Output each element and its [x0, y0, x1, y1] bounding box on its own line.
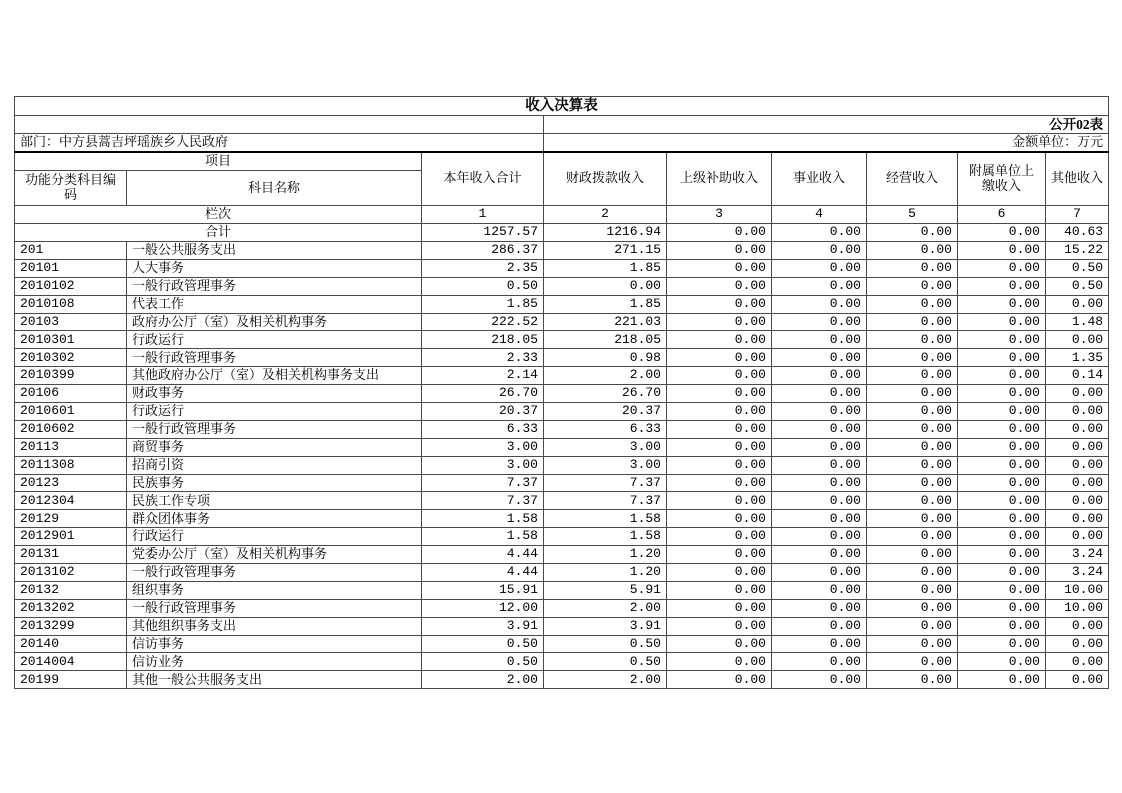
header-total-income: 本年收入合计	[422, 152, 544, 206]
column-index-6: 6	[958, 206, 1046, 224]
row-value-cell: 20.37	[544, 403, 667, 421]
row-value-cell: 0.00	[772, 331, 867, 349]
row-code-cell: 20140	[15, 635, 127, 653]
row-value-cell: 0.00	[667, 349, 772, 367]
row-value-cell: 0.00	[772, 599, 867, 617]
row-value-cell: 2.14	[422, 367, 544, 385]
row-value-cell: 0.00	[772, 242, 867, 260]
row-name-cell: 党委办公厅（室）及相关机构事务	[127, 546, 422, 564]
row-value-cell: 0.00	[772, 456, 867, 474]
row-code-cell: 20129	[15, 510, 127, 528]
row-value-cell: 0.00	[958, 617, 1046, 635]
row-name-cell: 一般行政管理事务	[127, 277, 422, 295]
table-row	[15, 331, 1109, 349]
row-value-cell: 0.00	[667, 367, 772, 385]
row-code-cell: 20199	[15, 671, 127, 689]
row-value-cell: 0.00	[1046, 635, 1109, 653]
row-value-cell: 0.00	[867, 671, 958, 689]
row-code-cell: 2010108	[15, 295, 127, 313]
row-value-cell: 0.00	[772, 403, 867, 421]
row-value-cell: 0.00	[867, 528, 958, 546]
row-value-cell: 0.00	[958, 492, 1046, 510]
row-value-cell: 0.00	[867, 581, 958, 599]
row-value-cell: 20.37	[422, 403, 544, 421]
row-code-cell: 2010399	[15, 367, 127, 385]
row-value-cell: 1.20	[544, 564, 667, 582]
row-value-cell: 0.00	[667, 564, 772, 582]
row-name-cell: 政府办公厅（室）及相关机构事务	[127, 313, 422, 331]
row-value-cell: 0.00	[1046, 331, 1109, 349]
row-value-cell: 0.00	[1046, 510, 1109, 528]
row-value-cell: 5.91	[544, 581, 667, 599]
header-other-income: 其他收入	[1046, 152, 1109, 206]
income-final-accounts-table	[14, 96, 1109, 689]
row-value-cell: 0.00	[667, 599, 772, 617]
row-value-cell: 4.44	[422, 546, 544, 564]
row-value-cell: 0.00	[667, 420, 772, 438]
header-superior-subsidy: 上级补助收入	[667, 152, 772, 206]
grand-total-value: 40.63	[1046, 224, 1109, 242]
row-name-cell: 商贸事务	[127, 438, 422, 456]
column-index-label: 栏次	[15, 206, 422, 224]
row-value-cell: 3.00	[422, 438, 544, 456]
row-value-cell: 0.00	[667, 277, 772, 295]
row-value-cell: 0.00	[867, 331, 958, 349]
row-value-cell: 0.00	[772, 277, 867, 295]
column-index-2: 2	[544, 206, 667, 224]
row-name-cell: 一般公共服务支出	[127, 242, 422, 260]
row-value-cell: 0.00	[958, 456, 1046, 474]
row-value-cell: 0.50	[422, 635, 544, 653]
grand-total-label: 合计	[15, 224, 422, 242]
row-code-cell: 2010301	[15, 331, 127, 349]
row-value-cell: 1.85	[544, 259, 667, 277]
row-value-cell: 1.48	[1046, 313, 1109, 331]
row-value-cell: 0.00	[772, 438, 867, 456]
row-value-cell: 0.00	[1046, 492, 1109, 510]
row-value-cell: 0.50	[1046, 259, 1109, 277]
row-value-cell: 3.00	[422, 456, 544, 474]
table-row	[15, 474, 1109, 492]
row-value-cell: 0.00	[667, 492, 772, 510]
row-value-cell: 0.00	[1046, 617, 1109, 635]
table-row	[15, 385, 1109, 403]
row-value-cell: 26.70	[544, 385, 667, 403]
department-label: 部门：中方县蒿吉坪瑶族乡人民政府	[15, 134, 544, 152]
table-code-row	[15, 116, 1109, 134]
row-code-cell: 20103	[15, 313, 127, 331]
row-name-cell: 行政运行	[127, 403, 422, 421]
unit-label: 金额单位：万元	[544, 134, 1109, 152]
row-value-cell: 0.00	[667, 403, 772, 421]
row-value-cell: 3.91	[544, 617, 667, 635]
row-value-cell: 3.00	[544, 456, 667, 474]
row-code-cell: 2010601	[15, 403, 127, 421]
grand-total-value: 1257.57	[422, 224, 544, 242]
budget-sheet	[14, 96, 1108, 689]
row-value-cell: 0.00	[958, 420, 1046, 438]
row-code-cell: 20132	[15, 581, 127, 599]
row-value-cell: 0.00	[958, 313, 1046, 331]
table-row	[15, 367, 1109, 385]
row-value-cell: 2.35	[422, 259, 544, 277]
row-value-cell: 0.00	[667, 510, 772, 528]
row-code-cell: 2013299	[15, 617, 127, 635]
table-row	[15, 349, 1109, 367]
row-code-cell: 2014004	[15, 653, 127, 671]
table-row	[15, 420, 1109, 438]
row-value-cell: 1.58	[544, 528, 667, 546]
row-value-cell: 0.00	[667, 438, 772, 456]
row-value-cell: 3.24	[1046, 546, 1109, 564]
row-code-cell: 2010302	[15, 349, 127, 367]
header-subordinate-remittance: 附属单位上缴收入	[958, 152, 1046, 206]
row-value-cell: 0.00	[667, 528, 772, 546]
row-value-cell: 7.37	[544, 492, 667, 510]
row-value-cell: 0.00	[667, 635, 772, 653]
row-value-cell: 0.00	[867, 385, 958, 403]
row-value-cell: 0.00	[667, 456, 772, 474]
row-code-cell: 2012304	[15, 492, 127, 510]
row-value-cell: 218.05	[422, 331, 544, 349]
row-value-cell: 0.98	[544, 349, 667, 367]
row-value-cell: 0.00	[1046, 403, 1109, 421]
row-value-cell: 6.33	[422, 420, 544, 438]
row-value-cell: 0.00	[772, 259, 867, 277]
row-value-cell: 0.00	[958, 510, 1046, 528]
table-body	[15, 242, 1109, 689]
row-value-cell: 0.00	[667, 385, 772, 403]
row-value-cell: 0.00	[958, 438, 1046, 456]
row-name-cell: 信访事务	[127, 635, 422, 653]
row-code-cell: 2011308	[15, 456, 127, 474]
row-code-cell: 2012901	[15, 528, 127, 546]
row-code-cell: 2013202	[15, 599, 127, 617]
row-value-cell: 6.33	[544, 420, 667, 438]
row-value-cell: 0.00	[667, 242, 772, 260]
department-row	[15, 134, 1109, 152]
row-value-cell: 0.00	[772, 528, 867, 546]
row-value-cell: 0.50	[422, 653, 544, 671]
row-code-cell: 2010102	[15, 277, 127, 295]
row-value-cell: 3.00	[544, 438, 667, 456]
row-value-cell: 0.00	[867, 438, 958, 456]
row-value-cell: 0.00	[772, 295, 867, 313]
row-name-cell: 信访业务	[127, 653, 422, 671]
row-value-cell: 0.00	[958, 581, 1046, 599]
row-value-cell: 2.00	[544, 367, 667, 385]
row-value-cell: 0.00	[667, 581, 772, 599]
row-value-cell: 0.00	[867, 295, 958, 313]
table-row	[15, 510, 1109, 528]
row-value-cell: 0.00	[772, 385, 867, 403]
row-value-cell: 0.00	[867, 564, 958, 582]
row-value-cell: 1.85	[422, 295, 544, 313]
row-value-cell: 0.00	[772, 510, 867, 528]
row-value-cell: 26.70	[422, 385, 544, 403]
row-value-cell: 0.00	[772, 653, 867, 671]
row-code-cell: 20123	[15, 474, 127, 492]
row-value-cell: 0.00	[867, 492, 958, 510]
row-value-cell: 0.00	[772, 492, 867, 510]
row-value-cell: 0.00	[867, 546, 958, 564]
row-name-cell: 代表工作	[127, 295, 422, 313]
row-value-cell: 0.00	[867, 456, 958, 474]
row-value-cell: 0.00	[667, 653, 772, 671]
row-value-cell: 0.00	[1046, 438, 1109, 456]
row-value-cell: 0.00	[958, 564, 1046, 582]
row-value-cell: 0.00	[958, 635, 1046, 653]
row-value-cell: 0.00	[667, 331, 772, 349]
row-value-cell: 15.22	[1046, 242, 1109, 260]
table-row	[15, 242, 1109, 260]
table-row	[15, 546, 1109, 564]
row-value-cell: 0.00	[667, 546, 772, 564]
table-row	[15, 456, 1109, 474]
page-title: 收入决算表	[15, 97, 1109, 116]
row-name-cell: 其他政府办公厅（室）及相关机构事务支出	[127, 367, 422, 385]
table-row	[15, 403, 1109, 421]
row-value-cell: 0.00	[958, 349, 1046, 367]
row-value-cell: 0.00	[958, 295, 1046, 313]
row-value-cell: 0.00	[958, 671, 1046, 689]
row-value-cell: 0.00	[867, 599, 958, 617]
row-name-cell: 一般行政管理事务	[127, 599, 422, 617]
row-value-cell: 0.00	[772, 367, 867, 385]
header-fiscal-appropriation: 财政拨款收入	[544, 152, 667, 206]
row-value-cell: 2.00	[422, 671, 544, 689]
table-row	[15, 635, 1109, 653]
column-index-3: 3	[667, 206, 772, 224]
header-business-income: 事业收入	[772, 152, 867, 206]
row-value-cell: 10.00	[1046, 599, 1109, 617]
row-value-cell: 0.00	[667, 671, 772, 689]
row-value-cell: 0.00	[958, 528, 1046, 546]
row-value-cell: 0.00	[772, 474, 867, 492]
row-code-cell: 2010602	[15, 420, 127, 438]
table-row	[15, 564, 1109, 582]
grand-total-value: 0.00	[667, 224, 772, 242]
row-value-cell: 0.00	[958, 653, 1046, 671]
row-value-cell: 1.35	[1046, 349, 1109, 367]
row-value-cell: 0.00	[867, 242, 958, 260]
row-value-cell: 0.00	[772, 546, 867, 564]
table-row	[15, 581, 1109, 599]
row-value-cell: 218.05	[544, 331, 667, 349]
row-value-cell: 0.50	[544, 635, 667, 653]
row-value-cell: 1.85	[544, 295, 667, 313]
row-value-cell: 0.00	[544, 277, 667, 295]
column-index-7: 7	[1046, 206, 1109, 224]
row-code-cell: 20101	[15, 259, 127, 277]
header-subject-code: 功能分类科目编码	[15, 171, 127, 206]
row-name-cell: 民族事务	[127, 474, 422, 492]
row-value-cell: 1.58	[422, 528, 544, 546]
row-value-cell: 0.00	[867, 313, 958, 331]
table-code-spacer	[15, 116, 544, 134]
row-value-cell: 0.00	[867, 474, 958, 492]
row-value-cell: 12.00	[422, 599, 544, 617]
grand-total-value: 0.00	[867, 224, 958, 242]
row-value-cell: 0.00	[958, 367, 1046, 385]
row-value-cell: 0.50	[1046, 277, 1109, 295]
row-value-cell: 0.00	[958, 277, 1046, 295]
header-subject-name: 科目名称	[127, 171, 422, 206]
row-value-cell: 15.91	[422, 581, 544, 599]
row-name-cell: 人大事务	[127, 259, 422, 277]
table-row	[15, 653, 1109, 671]
row-value-cell: 2.00	[544, 599, 667, 617]
row-value-cell: 2.00	[544, 671, 667, 689]
row-value-cell: 0.00	[958, 599, 1046, 617]
row-value-cell: 0.00	[1046, 653, 1109, 671]
row-name-cell: 一般行政管理事务	[127, 349, 422, 367]
row-value-cell: 3.24	[1046, 564, 1109, 582]
row-name-cell: 其他组织事务支出	[127, 617, 422, 635]
column-index-row	[15, 206, 1109, 224]
row-value-cell: 0.00	[958, 385, 1046, 403]
table-row	[15, 617, 1109, 635]
grand-total-row	[15, 224, 1109, 242]
table-row	[15, 492, 1109, 510]
row-value-cell: 0.00	[1046, 420, 1109, 438]
row-value-cell: 0.00	[867, 403, 958, 421]
table-row	[15, 313, 1109, 331]
row-value-cell: 0.00	[1046, 456, 1109, 474]
row-value-cell: 222.52	[422, 313, 544, 331]
row-value-cell: 0.00	[772, 581, 867, 599]
row-value-cell: 3.91	[422, 617, 544, 635]
row-value-cell: 286.37	[422, 242, 544, 260]
row-name-cell: 招商引资	[127, 456, 422, 474]
row-value-cell: 0.00	[772, 349, 867, 367]
table-row	[15, 599, 1109, 617]
row-value-cell: 0.00	[1046, 295, 1109, 313]
table-row	[15, 277, 1109, 295]
row-value-cell: 0.00	[867, 349, 958, 367]
table-row	[15, 671, 1109, 689]
column-index-1: 1	[422, 206, 544, 224]
row-name-cell: 其他一般公共服务支出	[127, 671, 422, 689]
grand-total-value: 0.00	[772, 224, 867, 242]
row-value-cell: 0.00	[772, 617, 867, 635]
row-code-cell: 20106	[15, 385, 127, 403]
row-value-cell: 0.00	[867, 510, 958, 528]
row-value-cell: 0.00	[772, 420, 867, 438]
row-name-cell: 一般行政管理事务	[127, 420, 422, 438]
column-index-4: 4	[772, 206, 867, 224]
row-value-cell: 7.37	[544, 474, 667, 492]
row-code-cell: 20131	[15, 546, 127, 564]
row-value-cell: 4.44	[422, 564, 544, 582]
table-row	[15, 528, 1109, 546]
table-row	[15, 259, 1109, 277]
row-name-cell: 一般行政管理事务	[127, 564, 422, 582]
row-value-cell: 0.00	[958, 403, 1046, 421]
row-value-cell: 0.00	[958, 331, 1046, 349]
row-value-cell: 0.00	[958, 242, 1046, 260]
row-value-cell: 7.37	[422, 492, 544, 510]
row-name-cell: 群众团体事务	[127, 510, 422, 528]
row-value-cell: 0.00	[772, 313, 867, 331]
row-value-cell: 1.58	[422, 510, 544, 528]
row-value-cell: 0.50	[422, 277, 544, 295]
header-row-1	[15, 152, 1109, 171]
row-name-cell: 财政事务	[127, 385, 422, 403]
row-value-cell: 0.00	[1046, 671, 1109, 689]
row-value-cell: 0.00	[772, 635, 867, 653]
row-value-cell: 10.00	[1046, 581, 1109, 599]
row-value-cell: 0.00	[1046, 528, 1109, 546]
row-value-cell: 0.00	[667, 474, 772, 492]
row-name-cell: 组织事务	[127, 581, 422, 599]
row-code-cell: 20113	[15, 438, 127, 456]
row-value-cell: 0.00	[772, 564, 867, 582]
row-code-cell: 2013102	[15, 564, 127, 582]
row-value-cell: 0.00	[1046, 385, 1109, 403]
row-value-cell: 221.03	[544, 313, 667, 331]
row-value-cell: 0.00	[867, 653, 958, 671]
row-value-cell: 1.58	[544, 510, 667, 528]
row-value-cell: 0.00	[667, 617, 772, 635]
header-project: 项目	[15, 152, 422, 171]
grand-total-value: 1216.94	[544, 224, 667, 242]
row-value-cell: 1.20	[544, 546, 667, 564]
row-value-cell: 0.00	[772, 671, 867, 689]
title-row	[15, 97, 1109, 116]
row-value-cell: 0.00	[958, 259, 1046, 277]
row-value-cell: 0.00	[867, 635, 958, 653]
row-code-cell: 201	[15, 242, 127, 260]
row-name-cell: 民族工作专项	[127, 492, 422, 510]
row-value-cell: 0.00	[1046, 474, 1109, 492]
row-name-cell: 行政运行	[127, 331, 422, 349]
header-operating-income: 经营收入	[867, 152, 958, 206]
row-value-cell: 0.00	[667, 259, 772, 277]
row-value-cell: 271.15	[544, 242, 667, 260]
row-value-cell: 0.00	[958, 546, 1046, 564]
row-value-cell: 0.00	[867, 277, 958, 295]
table-row	[15, 295, 1109, 313]
row-value-cell: 0.00	[667, 313, 772, 331]
row-name-cell: 行政运行	[127, 528, 422, 546]
table-row	[15, 438, 1109, 456]
row-value-cell: 2.33	[422, 349, 544, 367]
table-code-label: 公开02表	[544, 116, 1109, 134]
column-index-5: 5	[867, 206, 958, 224]
row-value-cell: 0.00	[667, 295, 772, 313]
row-value-cell: 0.00	[958, 474, 1046, 492]
row-value-cell: 7.37	[422, 474, 544, 492]
row-value-cell: 0.00	[867, 259, 958, 277]
row-value-cell: 0.00	[867, 367, 958, 385]
grand-total-value: 0.00	[958, 224, 1046, 242]
row-value-cell: 0.00	[867, 420, 958, 438]
row-value-cell: 0.50	[544, 653, 667, 671]
row-value-cell: 0.00	[867, 617, 958, 635]
row-value-cell: 0.14	[1046, 367, 1109, 385]
